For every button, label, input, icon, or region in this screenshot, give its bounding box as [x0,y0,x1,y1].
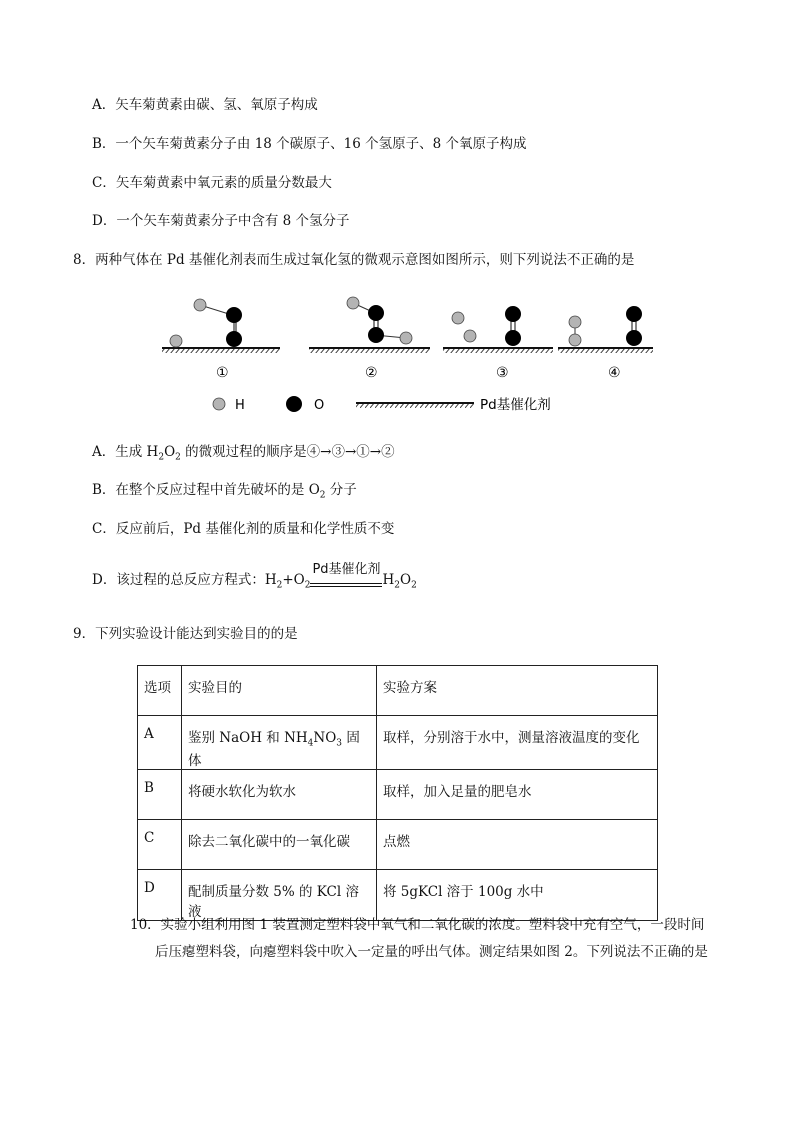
header-goal: 实验目的 [182,666,377,716]
header-plan: 实验方案 [377,666,658,716]
q9-options-table [137,665,658,921]
q7-option-d: D．一个矢车菊黄素分子中含有 8 个氢分子 [92,213,350,229]
legend [213,396,551,413]
table-row [138,819,658,869]
row-goal: 将硬水软化为软水 [182,769,377,819]
q8-option-a: A．生成 $H_2O_2$ 的微观过程的顺序是④→③→①→② [92,444,395,463]
h-atom [170,335,182,347]
legend-h-label: H [235,398,245,413]
q8-option-c: C．反应前后，Pd 基催化剂的质量和化学性质不变 [92,521,395,537]
h-atom [569,316,581,328]
step-1-scene [162,299,280,381]
q10-stem-line-1: 10．实验小组利用图 1 装置测定塑料袋中氧气和二氧化碳的浓度。塑料袋中充有空气，一段时间 [130,917,705,933]
legend-o-label: O [314,398,325,413]
step-label-4: ④ [608,365,621,381]
row-option: C [138,819,182,869]
catalyst-surface-4 [558,349,653,353]
q7-option-c: C．矢车菊黄素中氧元素的质量分数最大 [92,175,332,191]
q8-option-b: B．在整个反应过程中首先破坏的是 $O_2$ 分子 [92,482,357,501]
step-label-3: ③ [496,365,509,381]
legend-catalyst-label: Pd基催化剂 [480,397,551,413]
catalyst-surface-2 [309,349,430,353]
o-atom [226,331,242,347]
header-option: 选项 [138,666,182,716]
step-label-1: ① [216,365,229,381]
h-atom [452,312,464,324]
step-4-scene [558,306,653,381]
legend-h-atom [213,398,225,410]
row-option: B [138,769,182,819]
catalyst-reaction-diagram [150,288,670,416]
h-atom [347,297,359,309]
h-atom [464,330,476,342]
h-atom [569,334,581,346]
o-atom [626,330,642,346]
catalyst-surface-1 [162,349,280,353]
row-option: A [138,716,182,770]
o-atom [226,307,242,323]
o-atom [368,327,384,343]
row-goal: 鉴别 NaOH 和 $NH_4NO_3$ 固体 [182,716,377,770]
row-option: D [138,869,182,920]
o-atom [368,305,384,321]
row-plan: 将 5gKCl 溶于 100g 水中 [377,869,658,920]
table-row [138,769,658,819]
table-row [138,869,658,920]
table-row [138,716,658,770]
o-atom [626,306,642,322]
q8-option-d: D．该过程的总反应方程式：$H_2+O_2$ Pd基催化剂 $H_2O_2$ [92,571,417,595]
step-2-scene [309,297,430,381]
step-3-scene [443,306,553,381]
catalyst-surface-3 [443,349,553,353]
table-header-row [138,666,658,716]
o-atom [505,306,521,322]
q9-stem: 9．下列实验设计能达到实验目的的是 [73,626,298,642]
o-atom [505,330,521,346]
step-label-2: ② [365,365,378,381]
q7-option-a: A．矢车菊黄素由碳、氢、氧原子构成 [92,97,318,113]
row-goal: 除去二氧化碳中的一氧化碳 [182,819,377,869]
reaction-condition: Pd基催化剂 [310,575,382,595]
h-atom [194,299,206,311]
legend-o-atom [286,396,302,412]
row-plan: 取样，加入足量的肥皂水 [377,769,658,819]
q10-stem-line-2: 后压瘪塑料袋，向瘪塑料袋中吹入一定量的呼出气体。测定结果如图 2。下列说法不正确的是 [155,944,708,960]
row-goal: 配制质量分数 5% 的 KCl 溶液 [182,869,377,920]
q8-stem: 8．两种气体在 Pd 基催化剂表而生成过氧化氢的微观示意图如图所示，则下列说法不正确的是 [73,252,635,268]
row-plan: 取样，分别溶于水中，测量溶液温度的变化 [377,716,658,770]
row-plan: 点燃 [377,819,658,869]
h-atom [400,332,412,344]
q7-option-b: B．一个矢车菊黄素分子由 18 个碳原子、16 个氢原子、8 个氧原子构成 [92,136,527,152]
